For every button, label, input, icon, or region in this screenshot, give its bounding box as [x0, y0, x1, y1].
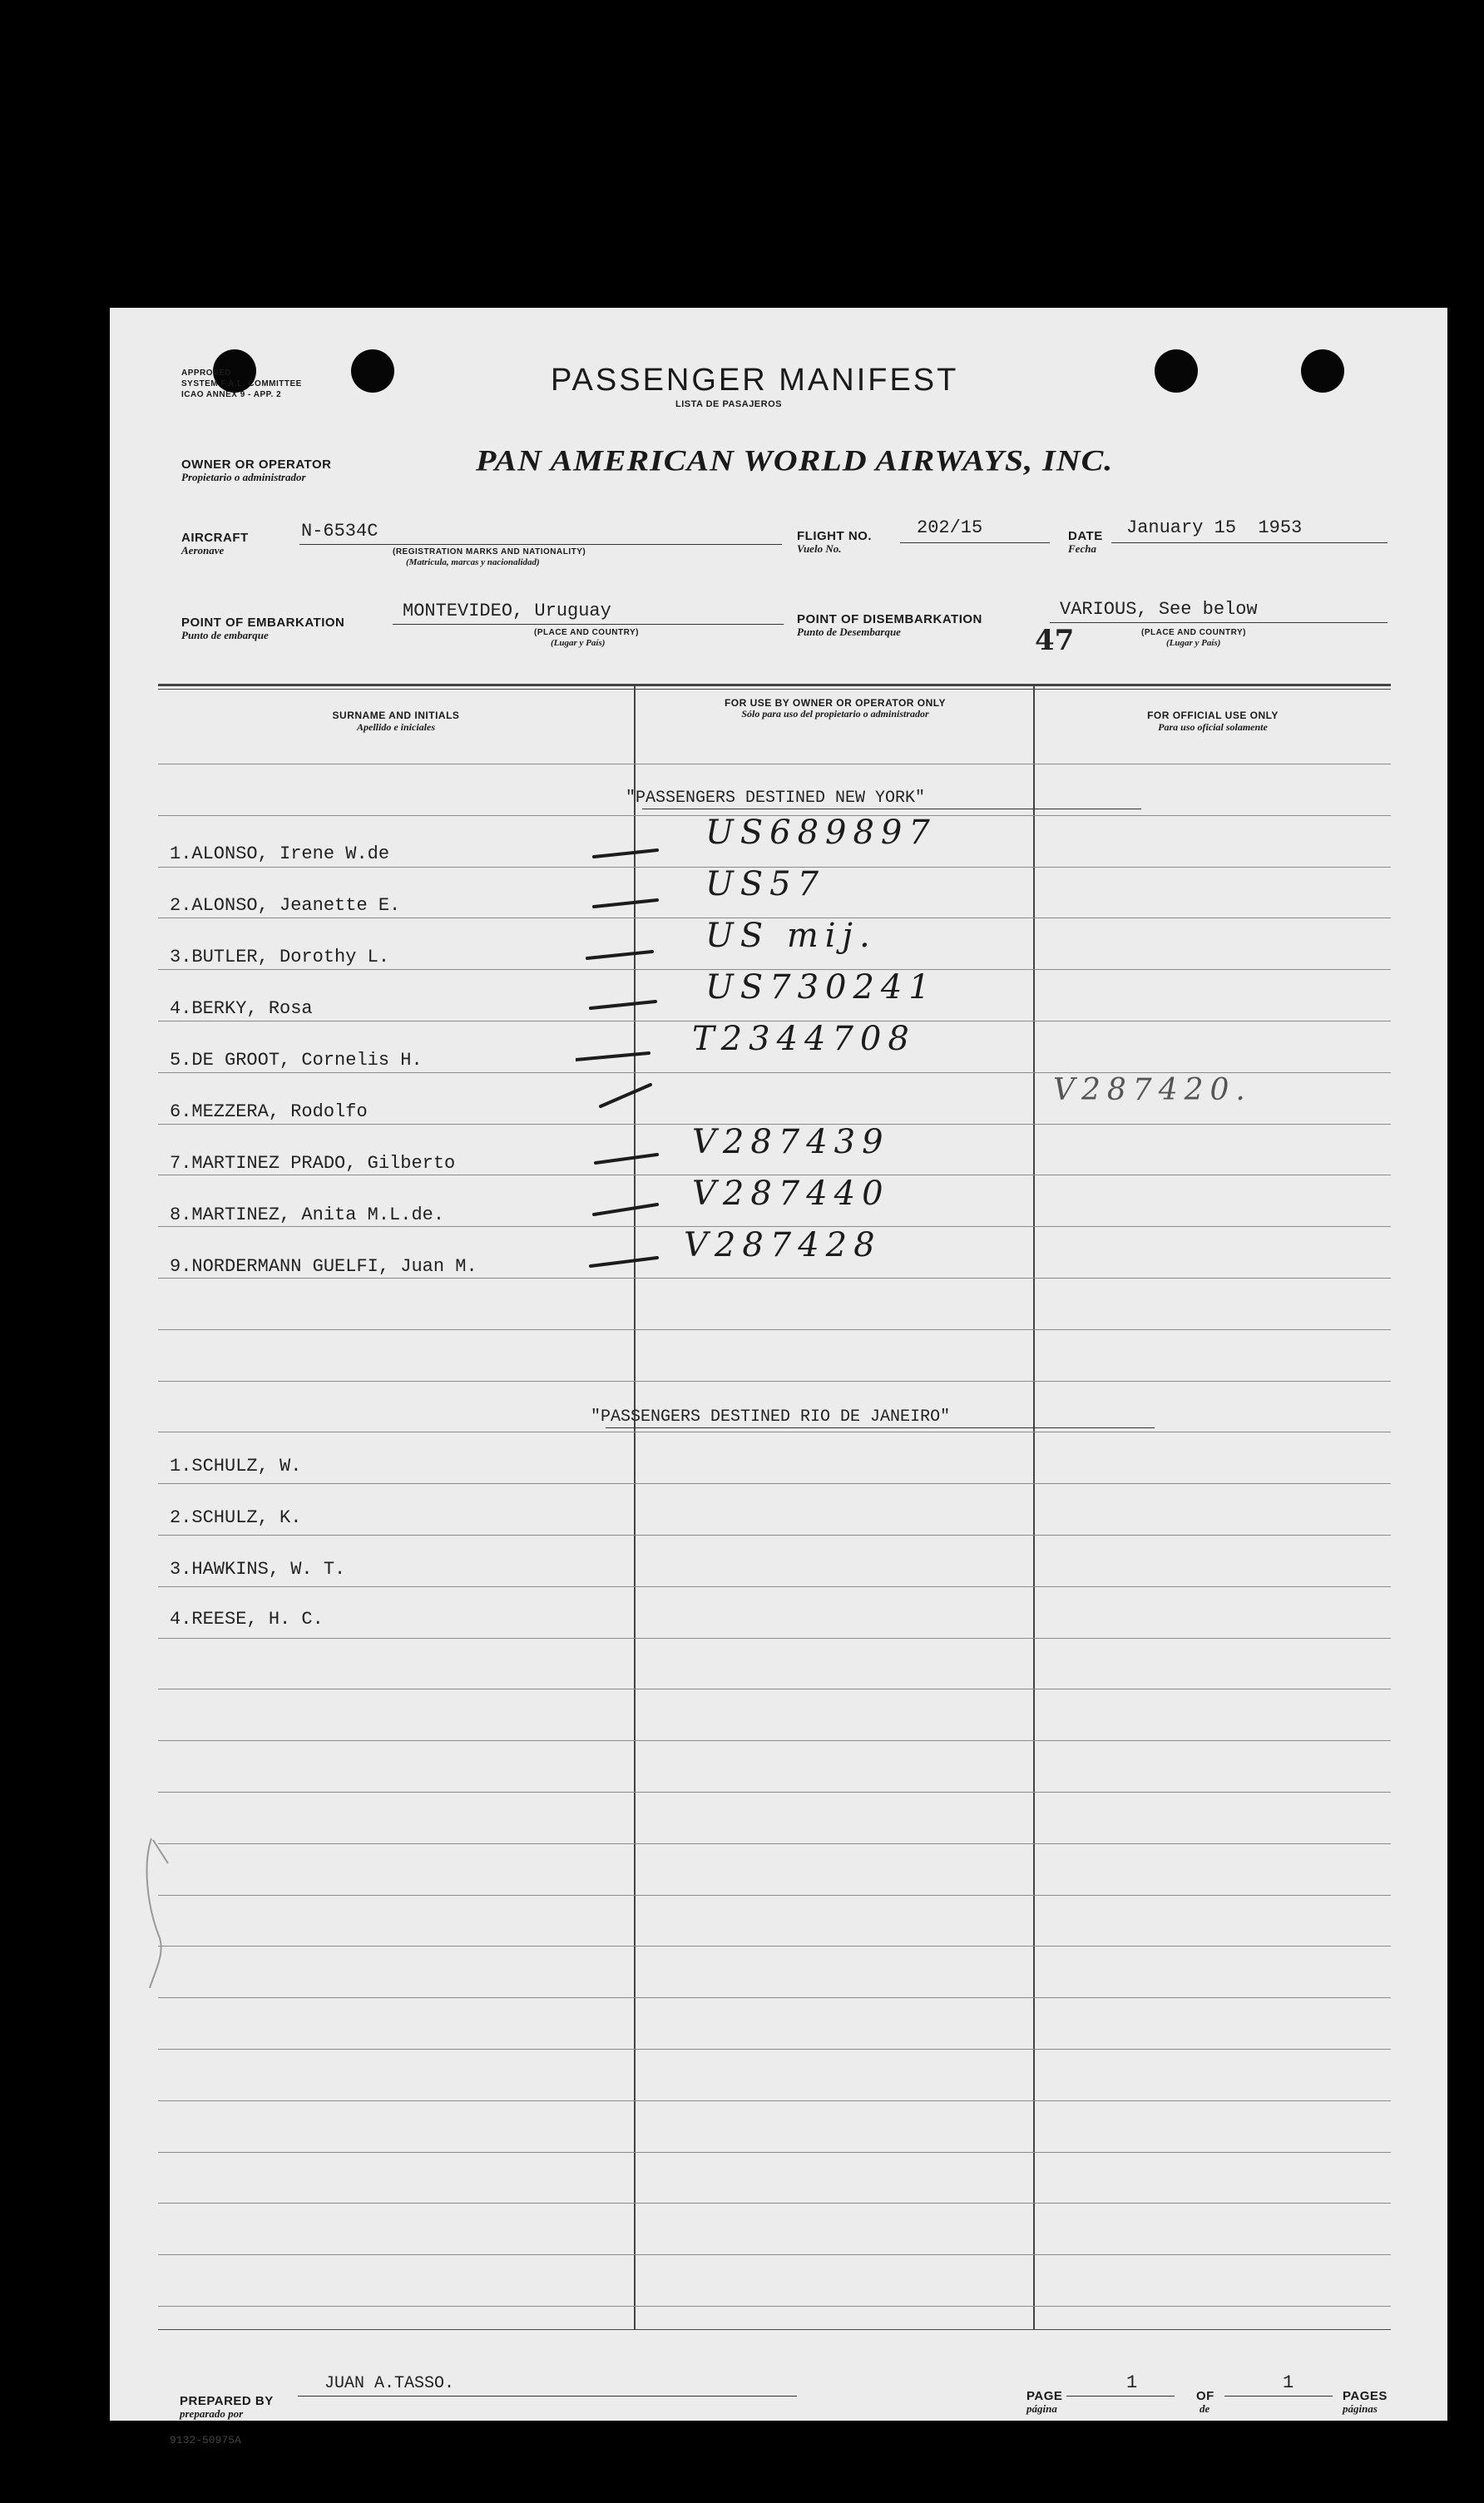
- disembarkation-value: VARIOUS, See below: [1060, 599, 1258, 620]
- passenger-number: 6.: [170, 1101, 192, 1122]
- margin-pencil-mark: [135, 1830, 185, 1996]
- passenger-name: BUTLER, Dorothy L.: [191, 947, 390, 967]
- ruled-line: [158, 1586, 1391, 1587]
- passenger-name: MEZZERA, Rodolfo: [191, 1101, 368, 1122]
- embarkation-label-es: Punto de embarque: [181, 629, 269, 641]
- passenger-row: [170, 895, 400, 916]
- ruled-line: [158, 1946, 1391, 1947]
- disembarkation-label-es: Punto de Desembarque: [797, 626, 901, 638]
- ruled-line: [158, 2100, 1391, 2101]
- ruled-line: [158, 1740, 1391, 1741]
- section-heading-rio: "PASSENGERS DESTINED RIO DE JANEIRO": [591, 1407, 951, 1427]
- total-pages: 1: [1283, 2372, 1294, 2393]
- manifest-sheet: [110, 308, 1447, 2446]
- passenger-number: 2.: [170, 895, 192, 916]
- ruled-line: [158, 2203, 1391, 2204]
- passenger-row: [170, 1101, 368, 1122]
- check-marks: [576, 824, 692, 1323]
- aircraft-underline: [299, 544, 782, 545]
- ruled-line: [158, 1843, 1391, 1844]
- embarkation-value: MONTEVIDEO, Uruguay: [403, 601, 611, 621]
- passenger-number: 2.: [170, 1507, 192, 1528]
- passenger-row: [170, 1050, 423, 1071]
- punch-hole: [1155, 349, 1198, 393]
- operator-entry: US57: [705, 865, 826, 903]
- check-mark: [591, 1258, 657, 1266]
- ruled-line: [158, 1535, 1391, 1536]
- form-number: 9132-50975A: [170, 2434, 241, 2446]
- ruled-line: [158, 1638, 1391, 1639]
- embarkation-caption: (PLACE AND COUNTRY): [534, 628, 639, 637]
- approval-block: [181, 368, 302, 400]
- page-underline: [1066, 2396, 1175, 2397]
- passenger-name: ALONSO, Irene W.de: [191, 843, 390, 864]
- aircraft-value: N-6534C: [301, 521, 378, 542]
- passenger-number: 7.: [170, 1153, 192, 1174]
- flight-underline: [900, 542, 1050, 543]
- ruled-line: [158, 1329, 1391, 1330]
- ruled-line: [158, 2152, 1391, 2153]
- ruled-line: [158, 2306, 1391, 2307]
- passenger-number: 3.: [170, 1559, 192, 1580]
- disembarkation-caption: (PLACE AND COUNTRY): [1141, 628, 1246, 637]
- passenger-count-stamp: 47: [1035, 624, 1075, 657]
- passenger-name: SCHULZ, K.: [191, 1507, 302, 1528]
- passenger-number: 9.: [170, 1256, 192, 1277]
- check-mark: [594, 1205, 657, 1214]
- approval-line: APPROVED: [181, 369, 232, 378]
- passenger-name: ALONSO, Jeanette E.: [191, 895, 401, 916]
- date-value: January 15 1953: [1126, 517, 1303, 538]
- column-header-official: [1035, 710, 1391, 734]
- passenger-row: [170, 1153, 455, 1174]
- date-label: DATE: [1068, 529, 1103, 543]
- section-heading-new-york: "PASSENGERS DESTINED NEW YORK": [626, 789, 926, 808]
- pages-underline: [1224, 2396, 1333, 2397]
- embarkation-label: POINT OF EMBARKATION: [181, 616, 345, 630]
- column-header-operator: [702, 697, 968, 720]
- ruled-line: [158, 1278, 1391, 1279]
- page-label: PAGE: [1026, 2389, 1063, 2403]
- date-underline: [1111, 542, 1388, 543]
- check-mark: [601, 1085, 650, 1106]
- embarkation-underline: [393, 624, 784, 625]
- passenger-name: MARTINEZ PRADO, Gilberto: [191, 1153, 456, 1174]
- ruled-line: [158, 2049, 1391, 2050]
- passenger-row: [170, 843, 389, 864]
- pages-label: PAGES: [1343, 2389, 1388, 2403]
- flight-label-es: Vuelo No.: [797, 542, 842, 555]
- passenger-name: HAWKINS, W. T.: [191, 1559, 346, 1580]
- column-title: SURNAME AND INITIALS: [332, 710, 460, 721]
- page-number: 1: [1126, 2372, 1138, 2393]
- check-mark: [591, 1002, 655, 1008]
- passenger-number: 8.: [170, 1205, 192, 1225]
- approval-line: ICAO ANNEX 9 - APP. 2: [181, 390, 282, 399]
- column-title-es: Apellido e iniciales: [357, 721, 435, 733]
- check-mark: [587, 952, 652, 958]
- page-title-es: LISTA DE PASAJEROS: [675, 399, 782, 409]
- ruled-line: [158, 1381, 1391, 1382]
- official-entry: V287420.: [1053, 1073, 1252, 1107]
- ruled-line: [158, 1483, 1391, 1484]
- disembarkation-underline: [1050, 622, 1388, 623]
- ruled-line: [158, 1792, 1391, 1793]
- prepared-by-label-es: preparado por: [180, 2407, 244, 2420]
- aircraft-caption-es: (Matricula, marcas y nacionalidad): [406, 557, 540, 567]
- operator-entry: US730241: [705, 968, 937, 1007]
- check-mark: [596, 1155, 657, 1163]
- operator-entry: V287440: [692, 1175, 890, 1213]
- passenger-name: SCHULZ, W.: [191, 1456, 302, 1477]
- aircraft-label-es: Aeronave: [181, 544, 225, 556]
- passenger-row: [170, 1559, 345, 1580]
- operator-entry: US mij.: [705, 917, 877, 955]
- passenger-name: NORDERMANN GUELFI, Juan M.: [191, 1256, 477, 1277]
- page-title: PASSENGER MANIFEST: [551, 363, 959, 398]
- airline-name: PAN AMERICAN WORLD AIRWAYS, INC.: [476, 443, 1114, 477]
- ruled-line: [158, 1895, 1391, 1896]
- approval-line: SYSTEM F.A.L. COMMITTEE: [181, 379, 302, 388]
- footer-rule: [158, 2329, 1391, 2330]
- passenger-number: 5.: [170, 1050, 192, 1071]
- operator-entry: T2344708: [692, 1020, 916, 1058]
- operator-entry: US689897: [705, 814, 937, 852]
- page-label-es: página: [1026, 2402, 1057, 2415]
- operator-entry: V287428: [684, 1226, 882, 1264]
- section-heading-underline: [606, 1427, 1155, 1428]
- disembarkation-caption-es: (Lugar y País): [1166, 638, 1221, 648]
- passenger-row: [170, 1256, 477, 1277]
- aircraft-label: AIRCRAFT: [181, 531, 249, 545]
- header-top-rule: [158, 684, 1391, 686]
- passenger-name: REESE, H. C.: [191, 1609, 324, 1630]
- ruled-line: [158, 1997, 1391, 1998]
- passenger-row: [170, 998, 313, 1019]
- operator-entry: V287439: [692, 1123, 890, 1161]
- check-mark: [594, 900, 657, 907]
- passenger-name: MARTINEZ, Anita M.L.de.: [191, 1205, 445, 1225]
- of-label-es: de: [1200, 2402, 1210, 2415]
- passenger-row: [170, 1456, 301, 1477]
- date-label-es: Fecha: [1068, 542, 1096, 555]
- column-header-name: [158, 710, 634, 734]
- prepared-by-label: PREPARED BY: [180, 2394, 274, 2408]
- passenger-row: [170, 1205, 444, 1225]
- owner-label: OWNER OR OPERATOR: [181, 458, 332, 472]
- check-mark: [594, 850, 657, 857]
- pages-label-es: páginas: [1343, 2402, 1378, 2415]
- passenger-row: [170, 1609, 324, 1630]
- passenger-number: 4.: [170, 1609, 192, 1630]
- passenger-row: [170, 947, 389, 967]
- of-label: OF: [1196, 2389, 1214, 2403]
- header-top-rule-thin: [158, 689, 1391, 690]
- passenger-row: [170, 1507, 301, 1528]
- passenger-number: 1.: [170, 1456, 192, 1477]
- column-divider: [1033, 686, 1035, 2329]
- column-title: FOR OFFICIAL USE ONLY: [1147, 710, 1279, 721]
- flight-label: FLIGHT NO.: [797, 529, 872, 543]
- passenger-number: 4.: [170, 998, 192, 1019]
- check-mark: [576, 1053, 649, 1060]
- aircraft-caption: (REGISTRATION MARKS AND NATIONALITY): [393, 547, 586, 556]
- passenger-number: 3.: [170, 947, 192, 967]
- owner-label-es: Propietario o administrador: [181, 471, 306, 483]
- ruled-line: [158, 2254, 1391, 2255]
- punch-hole: [351, 349, 394, 393]
- flight-value: 202/15: [917, 517, 983, 538]
- disembarkation-label: POINT OF DISEMBARKATION: [797, 612, 982, 626]
- passenger-number: 1.: [170, 843, 192, 864]
- punch-hole: [1301, 349, 1344, 393]
- column-title: FOR USE BY OWNER OR OPERATOR ONLY: [724, 697, 947, 709]
- passenger-name: DE GROOT, Cornelis H.: [191, 1050, 423, 1071]
- prepared-by-underline: [298, 2396, 797, 2397]
- embarkation-caption-es: (Lugar y País): [551, 638, 606, 648]
- prepared-by-value: JUAN A.TASSO.: [324, 2374, 455, 2393]
- column-title-es: Sólo para uso del propietario o administrador: [741, 708, 929, 720]
- column-title-es: Para uso oficial solamente: [1158, 721, 1268, 733]
- passenger-name: BERKY, Rosa: [191, 998, 313, 1019]
